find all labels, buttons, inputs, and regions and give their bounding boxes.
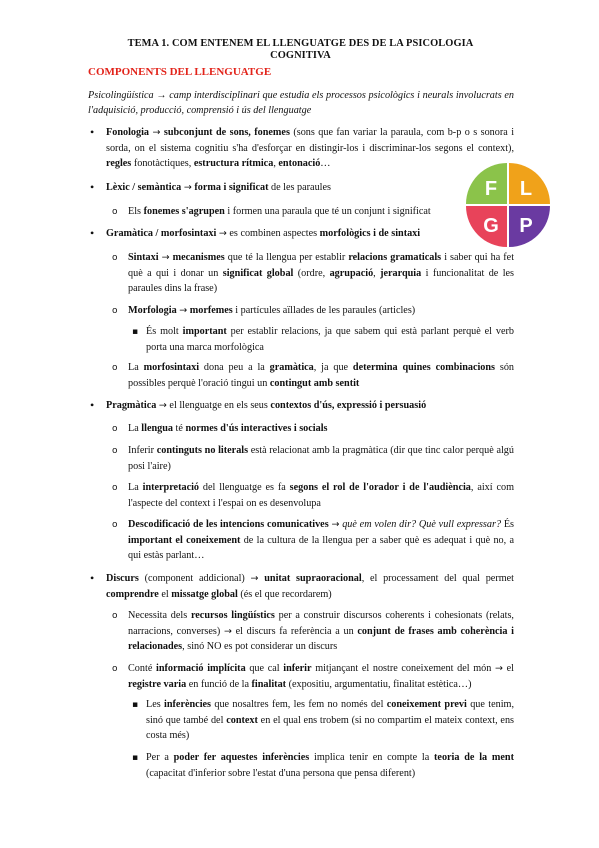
circle-bullet-icon [112, 443, 118, 460]
square-bullet-icon [132, 697, 138, 714]
list-item-inferir: Inferir continguts no literals està relacionat amb la pragmàtica (dir que tinc calor perquè algú posi l'aire) [128, 445, 514, 472]
circle-bullet-icon [112, 250, 118, 267]
list-item-interpretacio: La interpretació del llenguatge es fa segons el rol de l'orador i de l'audiència, així com l'aspecte del context i l'espai on es desenvolupa [128, 482, 515, 509]
flgp-logo [465, 162, 551, 248]
list-item-important: És molt important per establir relacions, ja que sabem qui està parlant perquè el verb porta una marca morfològica [146, 326, 514, 353]
circle-bullet-icon [112, 517, 118, 534]
square-bullet-icon [132, 750, 138, 767]
circle-bullet-icon [112, 608, 118, 625]
square-bullet-icon [132, 324, 138, 341]
section-title: COMPONENTS DEL LLENGUATGE [88, 66, 272, 78]
bullet-icon [90, 571, 94, 588]
list-item-pragmatica: Pragmàtica → el llenguatge en els seus contextos d'ús, expressió i persuasió [106, 400, 427, 411]
list-item-morfosintaxi: La morfosintaxi dona peu a la gramàtica, ja que determina quines combinacions són possibles perquè l'oració tingui un contingut amb sentit [128, 362, 515, 389]
list-item-fonologia: Fonologia → subconjunt de sons, fonemes (sons que fan variar la paraula, com b-p o s sonora i sorda, on el sistema cognitiu s'ha d'esforçar en distingir-los i discriminar-los segons el context), regles fonotàctiques, estructura rítmica, entonació… [106, 127, 515, 169]
list-item-gramatica: Gramàtica / morfosintaxi → es combinen aspectes morfològics i de sintaxi [106, 228, 421, 239]
title-line-2: COGNITIVA [270, 50, 331, 61]
bullet-icon [90, 180, 94, 197]
document-title [88, 38, 513, 62]
logo-letter-l: L [519, 178, 533, 200]
list-item-sintaxi: Sintaxi → mecanismes que té la llengua per establir relacions gramaticals i saber qui ha fet què a qui i donar un significat global (ordre, agrupació, jerarquia i funcionalitat de les paraules dins la frase) [128, 252, 515, 294]
list-item-inferencies: Les inferències que nosaltres fem, les fem no només del coneixement previ que tenim, sinó que també del context en el qual ens trobem (si no compartim el mateix context, ens costa més) [146, 699, 515, 741]
list-item-normes: La llengua té normes d'ús interactives i socials [128, 423, 328, 434]
logo-letter-f: F [484, 178, 498, 200]
list-item-lexic: Lèxic / semàntica → forma i significat de les paraules [106, 182, 331, 193]
title-line-1: TEMA 1. COM ENTENEM EL LLENGUATGE DES DE LA PSICOLOGIA [127, 38, 474, 49]
circle-bullet-icon [112, 360, 118, 377]
list-item-discurs: Discurs (component addicional) → unitat supraoracional, el processament del qual permet comprendre el missatge global (és el que recordarem) [106, 573, 514, 600]
list-item-morfologia: Morfologia → morfemes i partícules aïllades de les paraules (articles) [128, 305, 416, 316]
bullet-icon [90, 398, 94, 415]
logo-letter-g: G [483, 215, 499, 237]
circle-bullet-icon [112, 204, 118, 221]
list-item-fonemes: Els fonemes s'agrupen i formen una paraula que té un conjunt i significat [128, 206, 431, 217]
list-item-informacio: Conté informació implícita que cal inferir mitjançant el nostre coneixement del món → el registre varia en funció de la finalitat (expositiu, argumentatiu, finalitat estètica…) [128, 663, 514, 690]
circle-bullet-icon [112, 661, 118, 678]
list-item-teoria-ment: Per a poder fer aquestes inferències implica tenir en compte la teoria de la ment (capacitat d'inferior sobre l'estat d'una persona que pensa diferent) [146, 752, 514, 779]
bullet-icon [90, 226, 94, 243]
list-item-descodificacio: Descodificació de les intencions comunicatives → què em volen dir? Què vull expressar? És important el coneixement de la cultura de la llengua per a saber què es adequat i què no, a qui estàs parlant… [128, 519, 515, 561]
list-item-recursos: Necessita dels recursos lingüístics per a construir discursos coherents i cohesionats (relats, narracions, converses) → el discurs fa referència a un conjunt de frases amb coherència i relacionades, sinó NO es pot considerar un discurs [128, 610, 514, 652]
logo-letter-p: P [519, 215, 533, 237]
circle-bullet-icon [112, 303, 118, 320]
bullet-icon [90, 125, 94, 142]
intro-paragraph: Psicolingüística → camp interdisciplinari que estudia els processos psicològics i neurals involucrats en l'adquisició, producció, comprensió i ús del llenguatge [88, 90, 514, 116]
circle-bullet-icon [112, 421, 118, 438]
circle-bullet-icon [112, 480, 118, 497]
